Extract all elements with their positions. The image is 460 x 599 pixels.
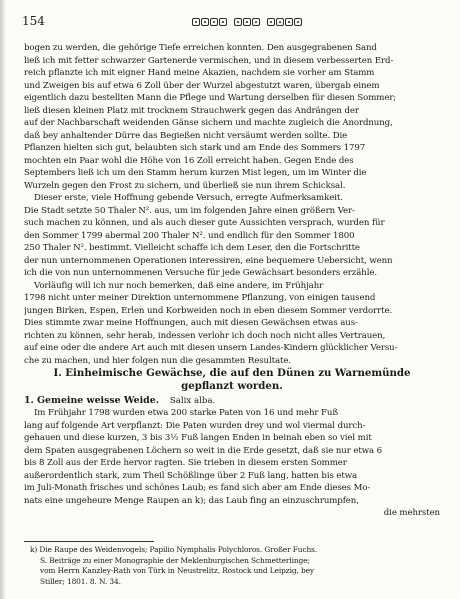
text-line: richten zu können, sehr herab, indessen verlohr ich doch noch nicht alles Vertrauen, [24,330,386,341]
body-text [24,42,440,520]
text-line: Dies stimmte zwar meine Hoffnungen, auch mit diesen Gewächsen etwas aus- [24,318,358,328]
text-line: bogen zu werden, die gehörige Tiefe erreichen konnten. Den ausgegrabenen Sand [24,43,377,53]
text-line: such machen zu können, und als auch dieser gute Aussichten versprach, wurden für [24,218,385,228]
footnote-rule [24,541,154,542]
text-line: 1798 nicht unter meiner Direktion unternommene Pflanzung, von einigen tausend [24,293,376,303]
text-line: S. Beiträge zu einer Monographie der Meklenburgischen Schmetterlinge; [40,555,310,565]
text-line: Die Stadt setzte 50 Thaler N². aus, um im folgenden Jahre einen größern Ver- [24,205,355,216]
species-subheading [24,394,440,407]
text-line: auf eine oder die andere Art auch mit diesen unsern Landes-Kindern glücklicher Versu- [24,343,398,353]
text-line: im Juli-Monath frisches und schönes Laub; es fand sich aber am Ende dieses Mo- [24,483,371,493]
section-heading: I. Einheimische Gewächse, die auf den Dünen zu Warnemünde [53,367,411,379]
body-paragraphs [24,42,440,367]
text-line: ich die von nun unternommenen Versuche für jede Gewächsart besonders erzähle. [24,268,377,278]
text-line: bis 8 Zoll aus der Erde hervor ragten. Sie trieben in diesem ersten Sommer [24,458,347,468]
text-line: Vorläufig will ich nur noch bemerken, daß eine andere, im Frühjahr [34,280,324,291]
page-header [22,14,440,30]
text-line: Im Frühjahr 1798 wurden etwa 200 starke Paten von 16 und mehr Fuß [34,408,338,418]
section-heading-continued: gepflanzt worden. [181,380,283,392]
text-line: Pflanzen hielten sich gut, belaubten sich stark und am Ende des Sommers 1797 [24,143,366,153]
text-line: den Sommer 1799 abermal 200 Thaler N². und endlich für den Sommer 1800 [24,230,355,241]
text-line: Stiller; 1801. 8. N. 34. [40,576,121,586]
text-line: ließ diesen kleinen Platz mit trocknem Strauchwerk gegen das Andrängen der [24,105,359,116]
text-line: Dieser erste, viele Hoffnung gebende Versuch, erregte Aufmerksamkeit. [34,193,343,203]
species-name: 1. Gemeine weisse Weide. [24,395,159,406]
text-line: ließ ich mit fetter schwarzer Gartenerde vermischen, und in diesem verbesserten Erd- [24,55,394,66]
text-line: daß bey anhaltender Dürre das Begießen nicht versäumt werden sollte. Die [24,130,348,141]
header-ornament [192,16,302,27]
text-line: Wurzeln gegen den Frost zu sichern, und überließ sie nun ihrem Schicksal. [24,180,346,191]
text-line: lang auf folgende Art verpflanzt: Die Paten wurden drey und wol viermal durch- [24,420,366,431]
text-line: mochten ein Paar wohl die Höhe von 16 Zoll erreicht haben. Gegen Ende des [24,155,354,166]
page-number: 154 [22,14,45,28]
text-line: che zu machen, und hier folgen nun die gesammten Resultate. [24,355,291,366]
footnote [30,545,440,587]
text-line: jungen Birken, Espen, Erlen und Korbweiden noch in eben diesem Sommer verdorrte. [24,305,393,316]
text-line: eigentlich dazu bestellten Mann die Pflege und Wartung derselben für diesen Sommer; [24,93,397,103]
text-line: nats eine ungeheure Menge Raupen an k); das Laub fing an einzuschrumpfen, [24,495,359,506]
text-line: die mehrsten [383,508,440,518]
text-line: Septembers ließ ich um den Stamm herum kurzen Mist legen, um im Winter die [24,168,367,178]
text-line: auf der Nachbarschaft weidenden Gänse sichern und machte zugleich die Anordnung, [24,118,393,128]
text-line: der nun unternommenen Operationen interessiren, eine bequemere Uebersicht, wenn [24,255,393,266]
text-line: und Zweigen bis auf etwa 6 Zoll über der Wurzel abgestutzt waren, übergab einem [24,80,380,91]
page-gutter-shadow [0,0,6,599]
text-line: k) Die Raupe des Weidenvogels; Papilio Nymphalis Polychloros. Großer Fuchs. [30,545,318,554]
species-paragraphs [24,407,440,520]
text-line: vom Herrn Kanzley-Rath von Türk in Neustrelitz, Rostock und Leipzig, bey [40,566,314,575]
text-line: gehauen und diese kurzen, 3 bis 3½ Fuß langen Enden in beinah eben so viel mit [24,433,372,443]
text-line: 250 Thaler N². bestimmt. Vielleicht schaffe ich dem Leser, den die Fortschritte [24,243,360,253]
footnote-lines [30,545,440,587]
species-latin-name: Salix alba. [169,396,216,406]
text-line: dem Spaten ausgegrabenen Löchern so weit in die Erde gesetzt, daß sie nur etwa 6 [24,445,382,456]
text-line: außerordentlich stark, zum Theil Schößlinge über 2 Fuß lang, hatten bis etwa [24,470,358,481]
text-line: reich pflanzte ich mit eigner Hand meine Akazien, nachdem sie vorher am Stamm [24,68,375,78]
